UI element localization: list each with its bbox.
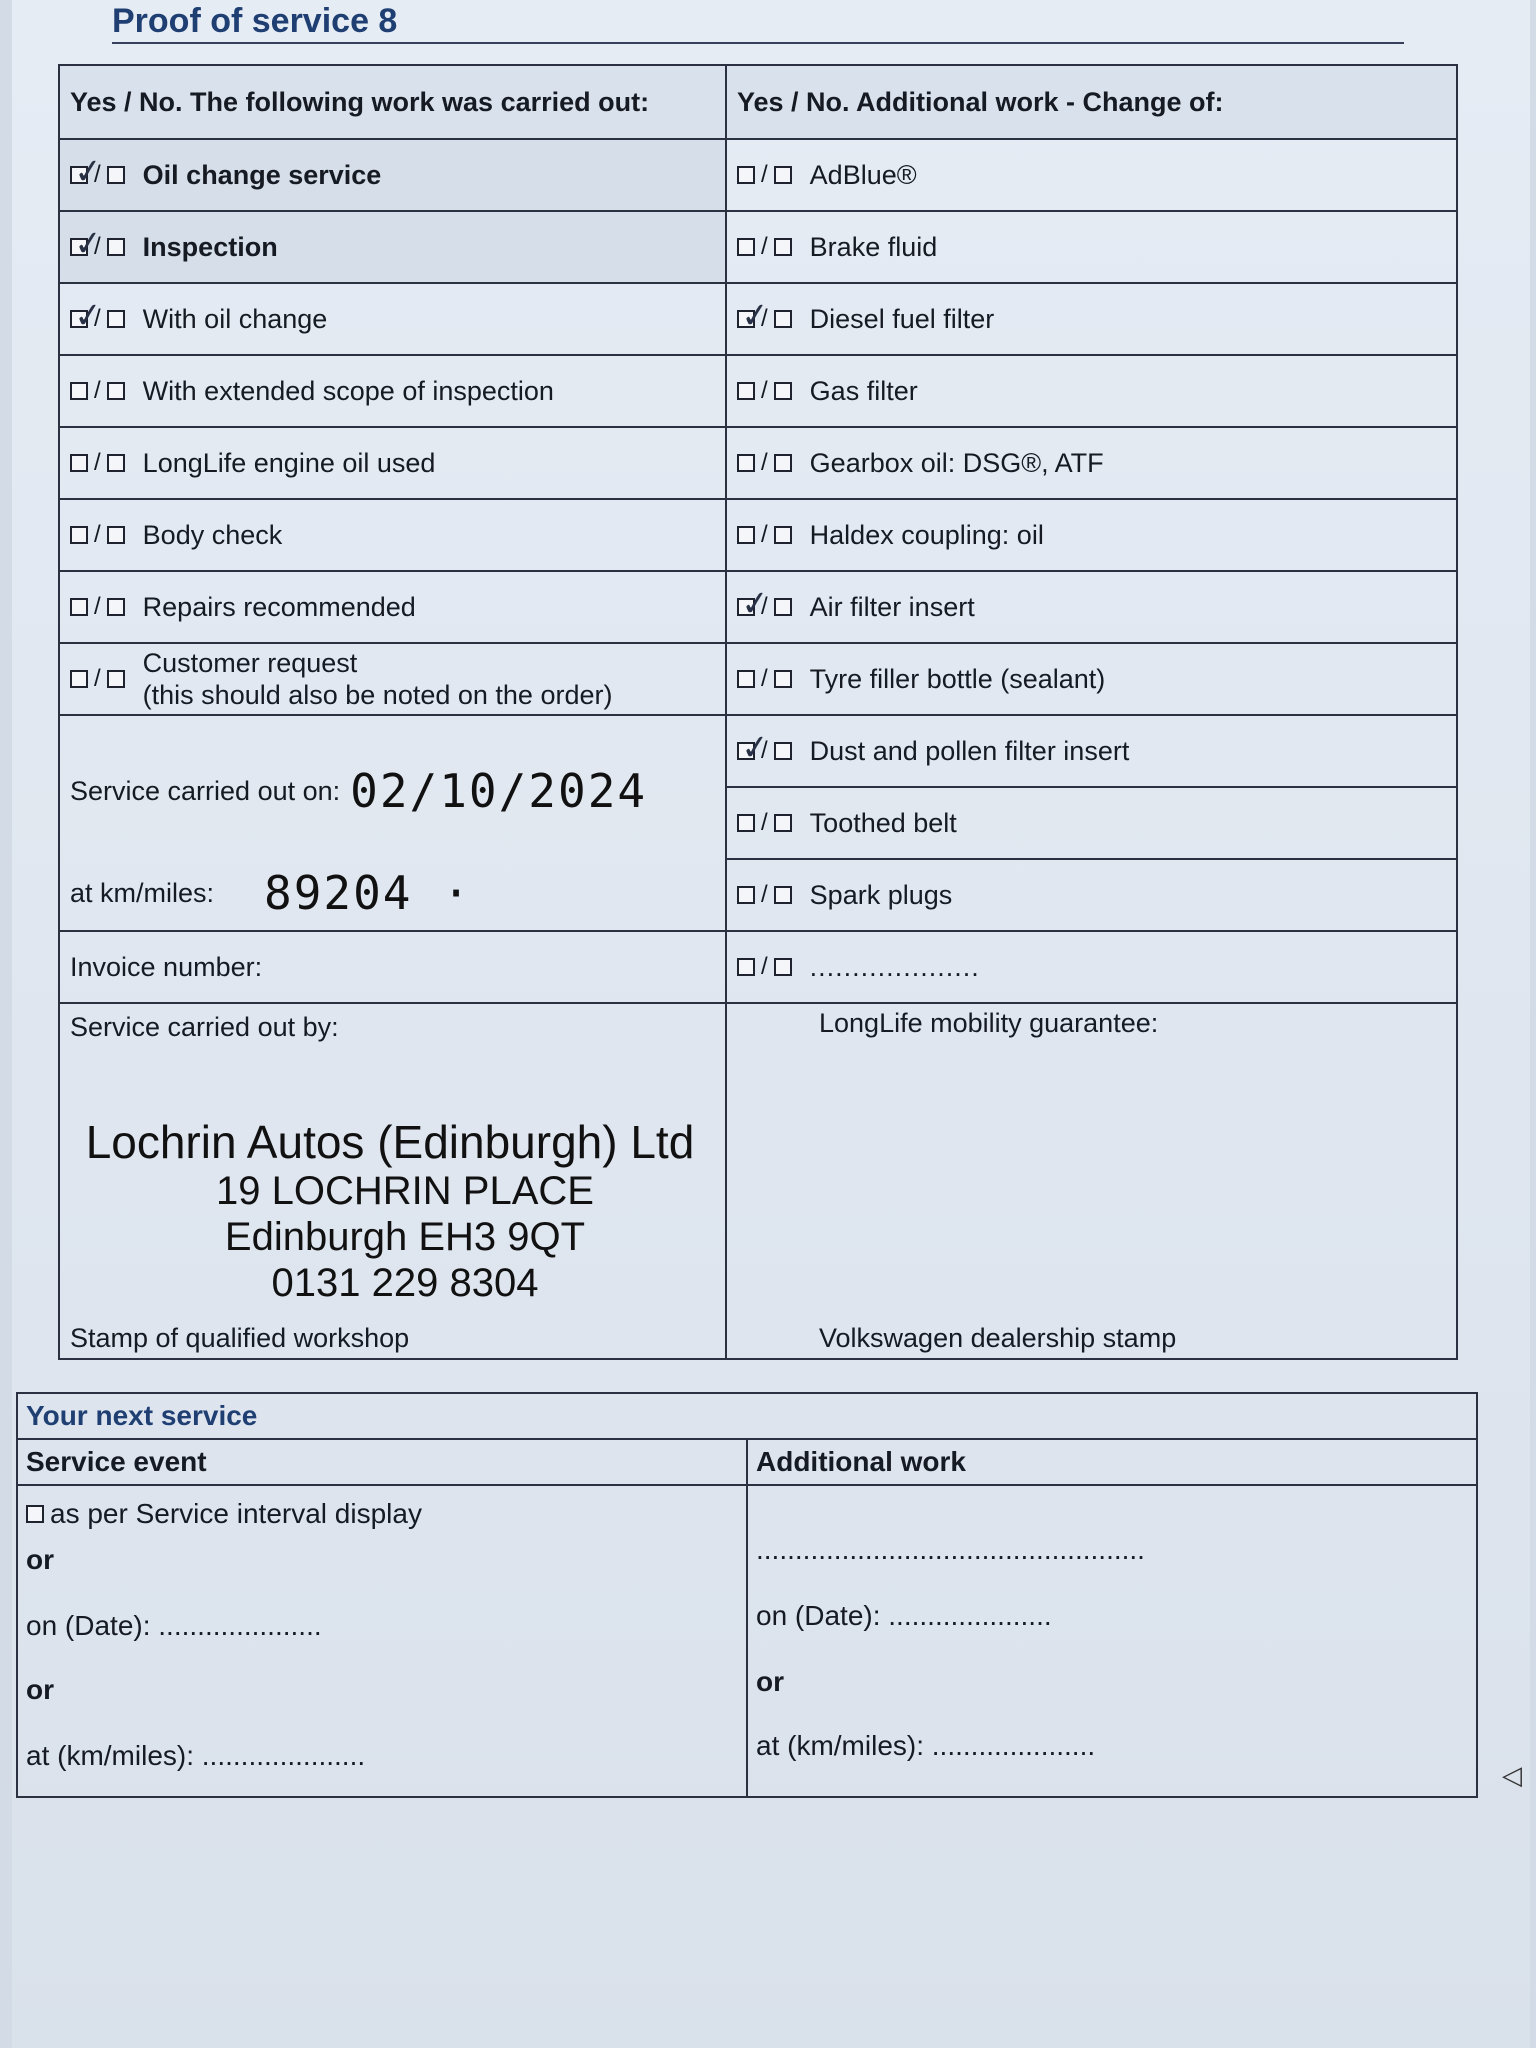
next-km-field[interactable]: at (km/miles): ..................... — [26, 1740, 366, 1771]
yes-no-checkbox[interactable] — [737, 593, 792, 621]
no-box[interactable] — [774, 526, 792, 544]
item-label: Air filter insert — [809, 591, 975, 622]
yes-no-checkbox[interactable]: / — [70, 521, 125, 549]
yes-box-ticked[interactable] — [70, 166, 88, 184]
yes-box[interactable] — [737, 166, 755, 184]
item-label: Diesel fuel filter — [809, 303, 995, 334]
no-box[interactable] — [774, 598, 792, 616]
no-box[interactable] — [107, 670, 125, 688]
no-box[interactable] — [107, 526, 125, 544]
item-label: Oil change service — [142, 159, 382, 190]
yes-no-checkbox[interactable]: / — [737, 809, 792, 837]
yes-no-checkbox[interactable]: / — [70, 665, 125, 693]
item-label: LongLife engine oil used — [142, 447, 436, 478]
yes-no-checkbox[interactable]: / — [737, 449, 792, 477]
yes-no-checkbox[interactable] — [737, 305, 792, 333]
yes-no-checkbox[interactable]: / — [70, 449, 125, 477]
item-label: Tyre filler bottle (sealant) — [809, 663, 1106, 694]
no-box[interactable] — [774, 454, 792, 472]
yes-box[interactable] — [737, 238, 755, 256]
item-label: Repairs recommended — [142, 591, 416, 622]
item-label: Toothed belt — [809, 807, 957, 838]
item-label: Inspection — [142, 231, 278, 262]
yes-no-checkbox[interactable]: / — [70, 593, 125, 621]
no-box[interactable] — [774, 166, 792, 184]
item-label: Brake fluid — [809, 231, 938, 262]
service-booklet-page — [12, 0, 1530, 2048]
page-corner-arrow-icon: ◁ — [1502, 1760, 1522, 1790]
yes-box[interactable] — [70, 454, 88, 472]
yes-no-checkbox[interactable]: / — [70, 377, 125, 405]
next-service-title: Your next service — [17, 1393, 1477, 1439]
list-item — [59, 139, 726, 211]
item-label: Spark plugs — [809, 879, 953, 910]
right-column-header: Yes / No. Additional work - Change of: — [726, 65, 1457, 139]
or-label: or — [26, 1544, 54, 1575]
additional-work-header: Additional work — [747, 1439, 1477, 1485]
no-box[interactable] — [107, 238, 125, 256]
yes-no-checkbox[interactable]: / — [737, 881, 792, 909]
dealer-stamp-label: Volkswagen dealership stamp — [819, 1323, 1177, 1353]
workshop-stamp-cell — [59, 1003, 726, 1359]
invoice-number-cell[interactable] — [59, 931, 726, 1003]
yes-no-checkbox[interactable]: / — [737, 521, 792, 549]
or-label: or — [26, 1674, 54, 1705]
km-label: at km/miles: — [70, 877, 215, 908]
yes-box[interactable] — [70, 598, 88, 616]
item-label: Gas filter — [809, 375, 918, 406]
yes-box[interactable] — [737, 382, 755, 400]
list-item — [726, 715, 1457, 787]
yes-box[interactable] — [70, 526, 88, 544]
no-box[interactable] — [774, 958, 792, 976]
list-item — [59, 571, 726, 643]
item-label: With extended scope of inspection — [142, 375, 554, 406]
yes-no-checkbox[interactable]: / — [737, 665, 792, 693]
yes-box-ticked[interactable] — [737, 598, 755, 616]
stamp-phone: 0131 229 8304 — [271, 1261, 539, 1305]
yes-box-ticked[interactable] — [737, 310, 755, 328]
stamp-company-name: Lochrin Autos (Edinburgh) Ltd — [85, 1116, 695, 1168]
list-item — [59, 211, 726, 283]
no-box[interactable] — [774, 742, 792, 760]
yes-no-checkbox[interactable]: / — [737, 953, 792, 981]
list-item — [726, 211, 1457, 283]
yes-no-checkbox[interactable] — [737, 737, 792, 765]
additional-date-field[interactable]: on (Date): ..................... — [756, 1600, 1052, 1631]
list-item — [59, 427, 726, 499]
yes-no-checkbox[interactable]: / — [737, 377, 792, 405]
no-box[interactable] — [107, 454, 125, 472]
item-label: AdBlue® — [809, 159, 917, 190]
dealer-stamp-cell — [726, 1003, 1457, 1359]
mobility-guarantee-label: LongLife mobility guarantee: — [819, 1008, 1159, 1038]
stamp-city: Edinburgh EH3 9QT — [224, 1215, 586, 1259]
list-item — [726, 931, 1457, 1003]
no-box[interactable] — [774, 886, 792, 904]
yes-box[interactable] — [737, 886, 755, 904]
km-field[interactable]: 89204 · — [264, 866, 472, 920]
service-date-label: Service carried out on: — [70, 775, 341, 806]
service-date-km-cell — [59, 715, 726, 931]
list-item — [726, 427, 1457, 499]
yes-box-ticked[interactable] — [70, 238, 88, 256]
next-service-table — [16, 1392, 1478, 1798]
item-label: Gearbox oil: DSG®, ATF — [809, 447, 1104, 478]
yes-no-checkbox[interactable] — [70, 305, 125, 333]
interval-label: as per Service interval display — [50, 1498, 422, 1529]
yes-no-checkbox[interactable]: / — [737, 161, 792, 189]
list-item — [726, 787, 1457, 859]
yes-box-ticked[interactable] — [70, 310, 88, 328]
or-label: or — [756, 1666, 784, 1697]
proof-of-service-table — [58, 64, 1458, 1360]
list-item — [726, 499, 1457, 571]
no-box[interactable] — [774, 814, 792, 832]
no-box[interactable] — [107, 310, 125, 328]
yes-box-ticked[interactable] — [737, 742, 755, 760]
blank-item-line[interactable]: .................... — [809, 951, 980, 982]
additional-work-cell — [747, 1485, 1477, 1797]
yes-box[interactable] — [70, 382, 88, 400]
list-item — [59, 643, 726, 715]
additional-work-line[interactable]: .................................................. — [756, 1534, 1145, 1565]
no-box[interactable] — [107, 166, 125, 184]
carried-out-by-label: Service carried out by: — [70, 1012, 339, 1042]
no-box[interactable] — [774, 670, 792, 688]
additional-km-field[interactable]: at (km/miles): ..................... — [756, 1730, 1096, 1761]
no-box[interactable] — [774, 238, 792, 256]
stamp-address: 19 LOCHRIN PLACE — [216, 1169, 594, 1213]
yes-no-checkbox[interactable] — [70, 233, 125, 261]
item-label: Dust and pollen filter insert — [809, 735, 1130, 766]
item-label: Customer request (this should also be noted on the order) — [142, 648, 613, 710]
item-label: Haldex coupling: oil — [809, 519, 1044, 550]
yes-box[interactable] — [737, 454, 755, 472]
list-item — [726, 139, 1457, 211]
stamp-label: Stamp of qualified workshop — [70, 1323, 410, 1353]
yes-no-checkbox[interactable]: / — [737, 233, 792, 261]
no-box[interactable] — [774, 310, 792, 328]
yes-box[interactable] — [737, 958, 755, 976]
table-header-row — [59, 65, 1457, 139]
no-box[interactable] — [107, 598, 125, 616]
list-item — [59, 283, 726, 355]
left-column-header: Yes / No. The following work was carried out: — [59, 65, 726, 139]
service-date-field[interactable]: 02/10/2024 — [350, 764, 648, 818]
list-item — [726, 355, 1457, 427]
interval-option[interactable] — [26, 1498, 422, 1530]
item-label: With oil change — [142, 303, 328, 334]
interval-checkbox[interactable] — [26, 1505, 44, 1523]
no-box[interactable] — [107, 382, 125, 400]
no-box[interactable] — [774, 382, 792, 400]
list-item — [726, 859, 1457, 931]
list-item — [726, 571, 1457, 643]
yes-box[interactable] — [737, 670, 755, 688]
invoice-number-label: Invoice number: — [70, 951, 263, 982]
list-item — [59, 499, 726, 571]
yes-no-checkbox[interactable] — [70, 161, 125, 189]
page-title: Proof of service 8 — [112, 2, 398, 40]
item-label: Body check — [142, 519, 283, 550]
workshop-stamp — [60, 1116, 720, 1306]
list-item — [726, 283, 1457, 355]
list-item — [726, 643, 1457, 715]
next-date-field[interactable]: on (Date): ..................... — [26, 1610, 322, 1641]
service-event-cell — [17, 1485, 747, 1797]
yes-box[interactable] — [737, 526, 755, 544]
service-event-header: Service event — [17, 1439, 747, 1485]
list-item — [59, 355, 726, 427]
title-underline — [112, 42, 1404, 44]
yes-box[interactable] — [737, 814, 755, 832]
yes-box[interactable] — [70, 670, 88, 688]
